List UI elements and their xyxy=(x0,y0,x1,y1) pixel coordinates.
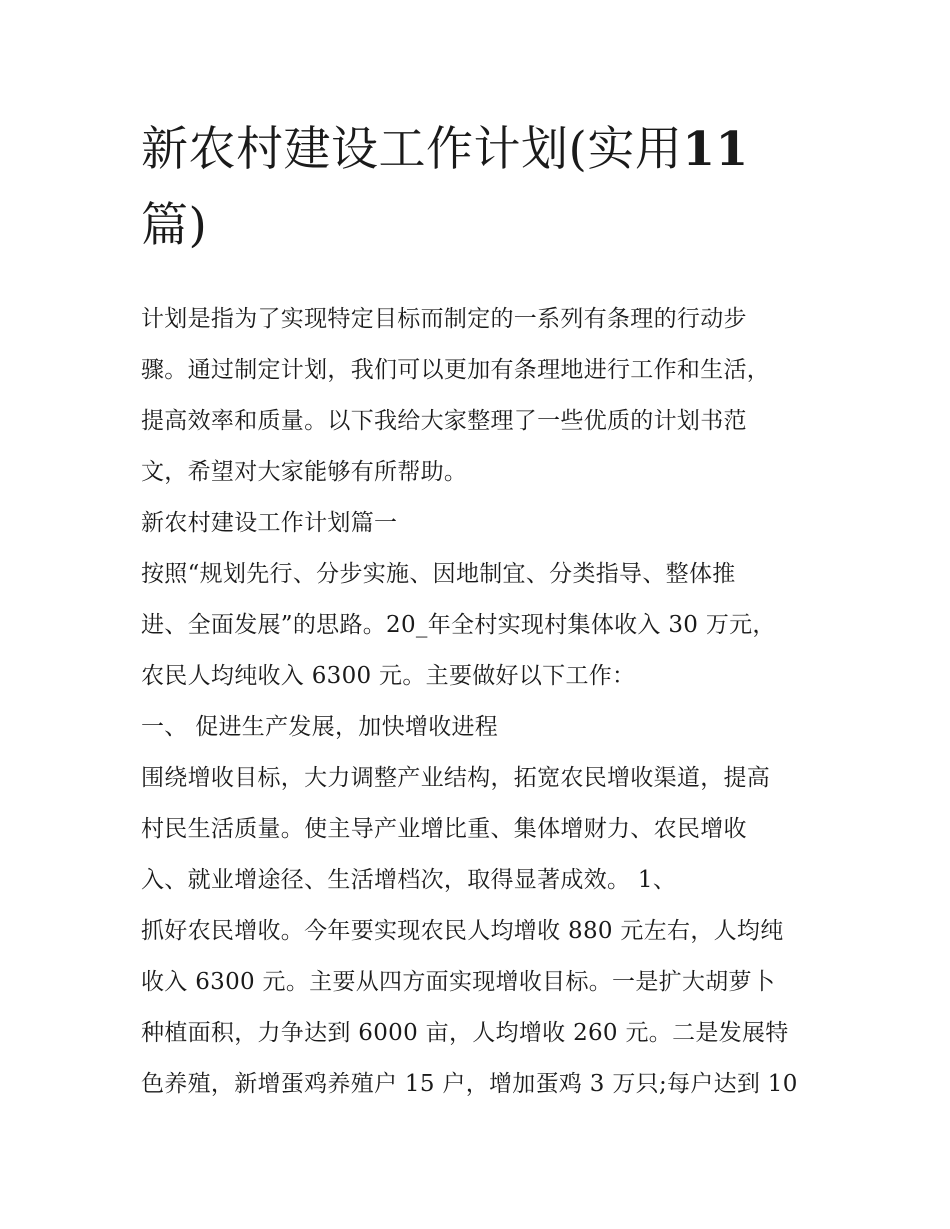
title-text: 新农村建设工作计划(实用 xyxy=(141,122,683,177)
section-heading: 新农村建设工作计划篇一 xyxy=(141,510,398,536)
paragraph-line: 计划是指为了实现特定目标而制定的一系列有条理的行动步 xyxy=(141,306,747,332)
paragraph-line: 围绕增收目标，大力调整产业结构，拓宽农民增收渠道，提高 xyxy=(141,765,771,791)
document-body xyxy=(141,294,821,1110)
paragraph-line: 入、就业增途径、生活增档次，取得显著成效。 1、 xyxy=(141,867,677,893)
paragraph-line: 按照“规划先行、分步实施、因地制宜、分类指导、整体推 xyxy=(141,561,736,587)
paragraph-line: 提高效率和质量。以下我给大家整理了一些优质的计划书范 xyxy=(141,408,747,434)
paragraph-line: 进、全面发展”的思路。20_年全村实现村集体收入 30 万元， xyxy=(141,612,776,638)
paragraph-line: 收入 6300 元。主要从四方面实现增收目标。一是扩大胡萝卜 xyxy=(141,969,776,995)
title-number: 11 xyxy=(682,122,749,177)
paragraph-line: 抓好农民增收。今年要实现农民人均增收 880 元左右，人均纯 xyxy=(141,918,784,944)
document-page xyxy=(141,112,821,1110)
paragraph-line: 村民生活质量。使主导产业增比重、集体增财力、农民增收 xyxy=(141,816,747,842)
paragraph-line: 种植面积，力争达到 6000 亩，人均增收 260 元。二是发展特 xyxy=(141,1020,789,1046)
paragraph-line: 文，希望对大家能够有所帮助。 xyxy=(141,459,468,485)
title-line-1 xyxy=(141,112,821,188)
subsection-heading: 一、 促进生产发展，加快增收进程 xyxy=(141,714,499,740)
paragraph-line: 骤。通过制定计划，我们可以更加有条理地进行工作和生活， xyxy=(141,357,771,383)
title-line-2: 篇) xyxy=(141,198,208,253)
document-title xyxy=(141,112,821,264)
paragraph-line: 农民人均纯收入 6300 元。主要做好以下工作： xyxy=(141,663,636,689)
paragraph-line: 色养殖，新增蛋鸡养殖户 15 户，增加蛋鸡 3 万只;每户达到 10 xyxy=(141,1071,798,1097)
